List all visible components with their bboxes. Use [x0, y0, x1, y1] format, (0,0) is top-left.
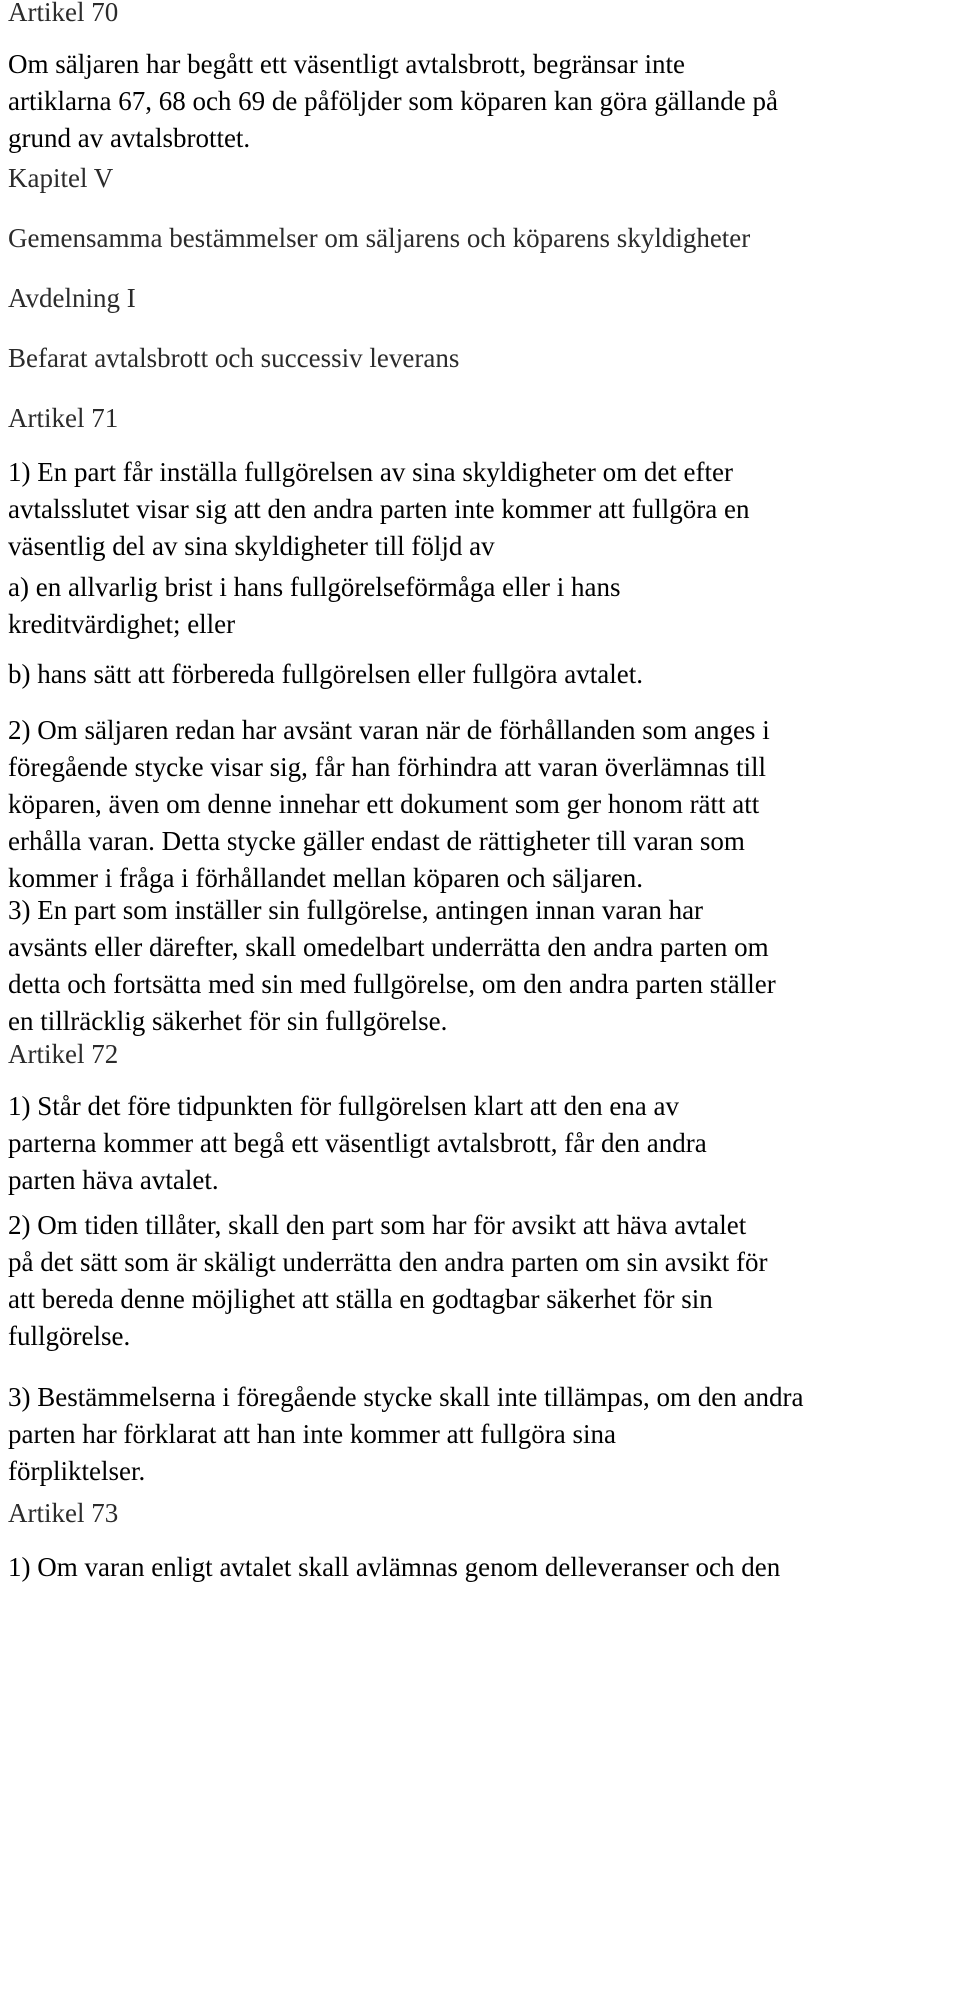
text-line: kreditvärdighet; eller [8, 609, 236, 639]
text-line: avsänts eller därefter, skall omedelbart underrätta den andra parten om [8, 932, 769, 962]
text-line: 2) Om tiden tillåter, skall den part som har för avsikt att häva avtalet [8, 1210, 747, 1240]
heading-text: Avdelning I [8, 283, 136, 313]
text-line: erhålla varan. Detta stycke gäller endast de rättigheter till varan som [8, 826, 745, 856]
text-line: parterna kommer att begå ett väsentligt avtalsbrott, får den andra [8, 1128, 707, 1158]
text-line: detta och fortsätta med sin med fullgörelse, om den andra parten ställer [8, 969, 776, 999]
text-line: föregående stycke visar sig, får han förhindra att varan överlämnas till [8, 752, 766, 782]
text-line: att bereda denne möjlighet att ställa en godtagbar säkerhet för sin [8, 1284, 713, 1314]
heading-text: Artikel 70 [8, 0, 119, 27]
text-line: a) en allvarlig brist i hans fullgörelseförmåga eller i hans [8, 572, 621, 602]
text-line: 2) Om säljaren redan har avsänt varan när de förhållanden som anges i [8, 715, 770, 745]
text-line: kommer i fråga i förhållandet mellan köparen och säljaren. [8, 863, 643, 893]
heading-text: Gemensamma bestämmelser om säljarens och köparens skyldigheter [8, 223, 751, 253]
text-line: en tillräcklig säkerhet för sin fullgörelse. [8, 1006, 448, 1036]
text-line: grund av avtalsbrottet. [8, 123, 251, 153]
heading-text: Befarat avtalsbrott och successiv leverans [8, 343, 460, 373]
heading-text: Kapitel V [8, 163, 114, 193]
text-line: avtalsslutet visar sig att den andra parten inte kommer att fullgöra en [8, 494, 750, 524]
text-line: b) hans sätt att förbereda fullgörelsen eller fullgöra avtalet. [8, 659, 643, 689]
text-line: 1) En part får inställa fullgörelsen av sina skyldigheter om det efter [8, 457, 734, 487]
text-line: Om säljaren har begått ett väsentligt avtalsbrott, begränsar inte [8, 49, 686, 79]
heading-text: Artikel 71 [8, 403, 119, 433]
text-line: väsentlig del av sina skyldigheter till följd av [8, 531, 495, 561]
text-line: 3) En part som inställer sin fullgörelse, antingen innan varan har [8, 895, 704, 925]
text-line: 1) Står det före tidpunkten för fullgörelsen klart att den ena av [8, 1091, 680, 1121]
text-line: parten har förklarat att han inte kommer att fullgöra sina [8, 1419, 617, 1449]
text-line: på det sätt som är skäligt underrätta den andra parten om sin avsikt för [8, 1247, 768, 1277]
text-line: förpliktelser. [8, 1456, 146, 1486]
heading-text: Artikel 73 [8, 1498, 119, 1528]
text-line: 3) Bestämmelserna i föregående stycke skall inte tillämpas, om den andra [8, 1382, 804, 1412]
text-line: 1) Om varan enligt avtalet skall avlämnas genom delleveranser och den [8, 1552, 781, 1582]
text-line: parten häva avtalet. [8, 1165, 219, 1195]
heading-text: Artikel 72 [8, 1039, 119, 1069]
text-line: köparen, även om denne innehar ett dokument som ger honom rätt att [8, 789, 760, 819]
text-line: artiklarna 67, 68 och 69 de påföljder som köparen kan göra gällande på [8, 86, 778, 116]
text-line: fullgörelse. [8, 1321, 131, 1351]
